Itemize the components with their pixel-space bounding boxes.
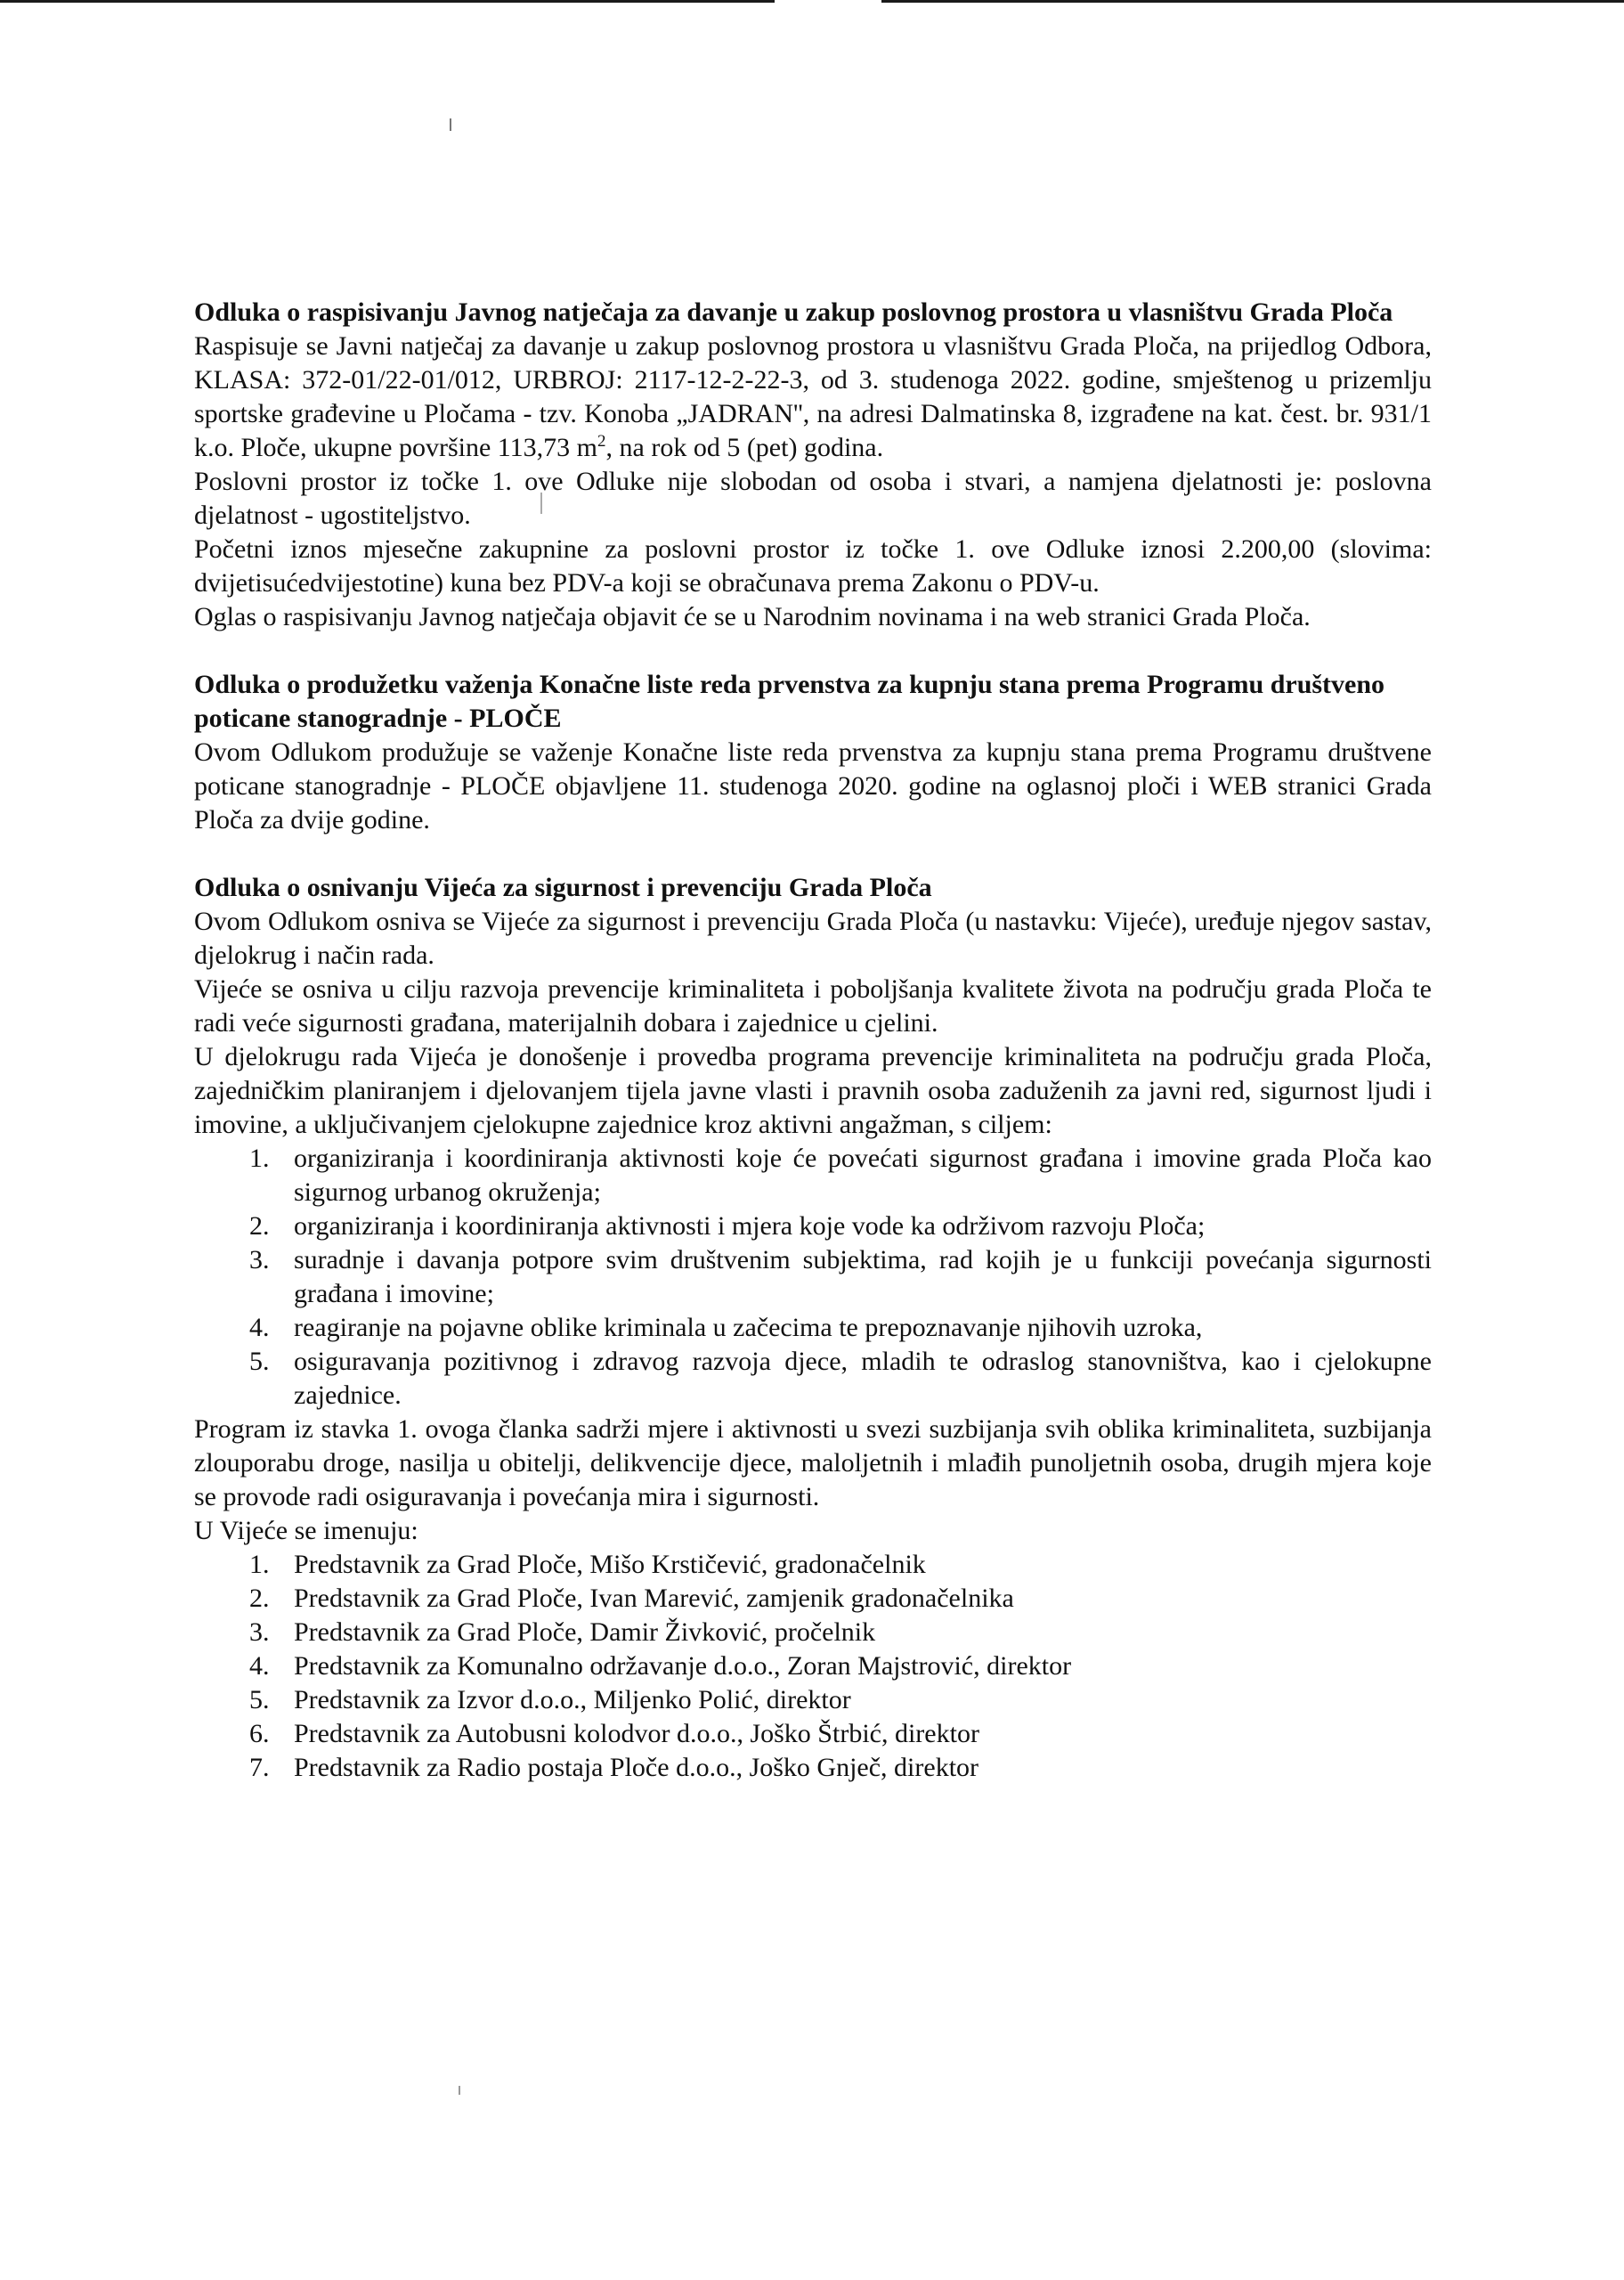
- list-number: 5.: [249, 1685, 270, 1714]
- list-item-text: Predstavnik za Izvor d.o.o., Miljenko Polić, direktor: [294, 1685, 851, 1714]
- list-item: [194, 1243, 1432, 1311]
- decision-lease-tender: [194, 296, 1432, 634]
- list-number: 5.: [249, 1347, 270, 1376]
- list-item-text: Predstavnik za Radio postaja Ploče d.o.o., Joško Gnječ, direktor: [294, 1753, 979, 1782]
- aims-list: [194, 1142, 1432, 1413]
- paragraph: Oglas o raspisivanju Javnog natječaja objavit će se u Narodnim novinama i na web stranici Grada Ploča.: [194, 602, 1311, 631]
- list-item: [194, 1582, 1432, 1616]
- list-number: 7.: [249, 1753, 270, 1782]
- list-item-text: Predstavnik za Komunalno održavanje d.o.o., Zoran Majstrović, direktor: [294, 1651, 1072, 1681]
- list-item-text: Predstavnik za Grad Ploče, Mišo Krstičević, gradonačelnik: [294, 1550, 926, 1579]
- section-title: Odluka o produžetku važenja Konačne liste reda prvenstva za kupnju stana prema Programu društveno poticane stanogradnje - PLOČE: [194, 670, 1385, 733]
- list-item: [194, 1548, 1432, 1582]
- members-list: [194, 1548, 1432, 1785]
- scan-edge-gap: [775, 0, 881, 3]
- scan-speck: [459, 2086, 460, 2095]
- list-item-text: suradnje i davanja potpore svim društvenim subjektima, rad kojih je u funkciji povećanja sigurnosti građana i imovine;: [294, 1245, 1432, 1308]
- decision-priority-list-extension: [194, 668, 1432, 837]
- paragraph: [194, 330, 1432, 465]
- list-item: [194, 1311, 1432, 1345]
- section-title: Odluka o raspisivanju Javnog natječaja za davanje u zakup poslovnog prostora u vlasništvu Grada Ploča: [194, 297, 1393, 327]
- list-item-text: Predstavnik za Grad Ploče, Damir Živković, pročelnik: [294, 1617, 876, 1647]
- section-title: Odluka o osnivanju Vijeća za sigurnost i prevenciju Grada Ploča: [194, 873, 932, 902]
- list-item: [194, 1209, 1432, 1243]
- list-item-text: organiziranja i koordiniranja aktivnosti koje će povećati sigurnost građana i imovine grada Ploča kao sigurnog urbanog okruženja;: [294, 1144, 1432, 1207]
- list-item-text: osiguravanja pozitivnog i zdravog razvoja djece, mladih te odraslog stanovništva, kao i cjelokupne zajednice.: [294, 1347, 1432, 1410]
- list-item: [194, 1717, 1432, 1751]
- paragraph: Program iz stavka 1. ovoga članka sadrži mjere i aktivnosti u svezi suzbijanja svih oblika kriminaliteta, suzbijanja zlouporabu droge, nasilja u obitelji, delikvencije djece, maloljetnih i mlađih punoljetnih osoba, drugih mjera koje se provode radi osiguravanja i povećanja mira i sigurnosti.: [194, 1414, 1432, 1511]
- paragraph: Ovom Odlukom osniva se Vijeće za sigurnost i prevenciju Grada Ploča (u nastavku: Vijeće), uređuje njegov sastav, djelokrug i način rada.: [194, 907, 1432, 970]
- members-intro: U Vijeće se imenuju:: [194, 1516, 418, 1545]
- paragraph: Vijeće se osniva u cilju razvoja prevencije kriminaliteta i poboljšanja kvalitete života na području grada Ploča te radi veće sigurnosti građana, materijalnih dobara i zajednice u cjelini.: [194, 974, 1432, 1038]
- paragraph-text: Raspisuje se Javni natječaj za davanje u zakup poslovnog prostora u vlasništvu Grada Ploča, na prijedlog Odbora, KLASA: 372-01/22-01/012, URBROJ: 2117-12-2-22-3, od 3. studenoga 2022. godine, smještenog u prizemlju sportske građevine u Pločama - tzv. Konoba „JADRAN'', na adresi Dalmatinska 8, izgrađene na kat. čest. br. 931/1 k.o. Ploče, ukupne površine 113,73 m: [194, 331, 1432, 462]
- list-item: [194, 1142, 1432, 1209]
- list-item-text: Predstavnik za Autobusni kolodvor d.o.o., Joško Štrbić, direktor: [294, 1719, 979, 1748]
- paragraph: Ovom Odlukom produžuje se važenje Konačne liste reda prvenstva za kupnju stana prema Programu društvene poticane stanogradnje - PLOČE objavljene 11. studenoga 2020. godine na oglasnoj ploči i WEB stranici Grada Ploča za dvije godine.: [194, 737, 1432, 835]
- list-item: [194, 1616, 1432, 1649]
- document-body: [194, 296, 1432, 1785]
- list-item: [194, 1345, 1432, 1413]
- superscript: 2: [597, 432, 606, 451]
- list-item-text: organiziranja i koordiniranja aktivnosti i mjera koje vode ka održivom razvoju Ploča;: [294, 1211, 1206, 1241]
- list-number: 6.: [249, 1719, 270, 1748]
- list-item-text: reagiranje na pojavne oblike kriminala u začecima te prepoznavanje njihovih uzroka,: [294, 1313, 1203, 1342]
- list-number: 3.: [249, 1245, 270, 1274]
- scan-speck: [450, 118, 451, 131]
- list-item: [194, 1751, 1432, 1785]
- list-number: 1.: [249, 1550, 270, 1579]
- list-item: [194, 1649, 1432, 1683]
- paragraph: U djelokrugu rada Vijeća je donošenje i provedba programa prevencije kriminaliteta na području grada Ploča, zajedničkim planiranjem i djelovanjem tijela javne vlasti i pravnih osoba zaduženih za javni red, sigurnost ljudi i imovine, a uključivanjem cjelokupne zajednice kroz aktivni angažman, s ciljem:: [194, 1042, 1432, 1139]
- paragraph: Poslovni prostor iz točke 1. ove Odluke nije slobodan od osoba i stvari, a namjena djelatnosti je: poslovna djelatnost - ugostiteljstvo.: [194, 467, 1432, 530]
- list-number: 1.: [249, 1144, 270, 1173]
- decision-security-council: [194, 871, 1432, 1785]
- list-number: 2.: [249, 1211, 270, 1241]
- paragraph-text: , na rok od 5 (pet) godina.: [605, 433, 884, 462]
- list-number: 4.: [249, 1651, 270, 1681]
- list-item-text: Predstavnik za Grad Ploče, Ivan Marević, zamjenik gradonačelnika: [294, 1584, 1014, 1613]
- list-number: 3.: [249, 1617, 270, 1647]
- list-number: 2.: [249, 1584, 270, 1613]
- list-item: [194, 1683, 1432, 1717]
- list-number: 4.: [249, 1313, 270, 1342]
- paragraph: Početni iznos mjesečne zakupnine za poslovni prostor iz točke 1. ove Odluke iznosi 2.200,00 (slovima: dvijetisućedvijestotine) kuna bez PDV-a koji se obračunava prema Zakonu o PDV-u.: [194, 534, 1432, 598]
